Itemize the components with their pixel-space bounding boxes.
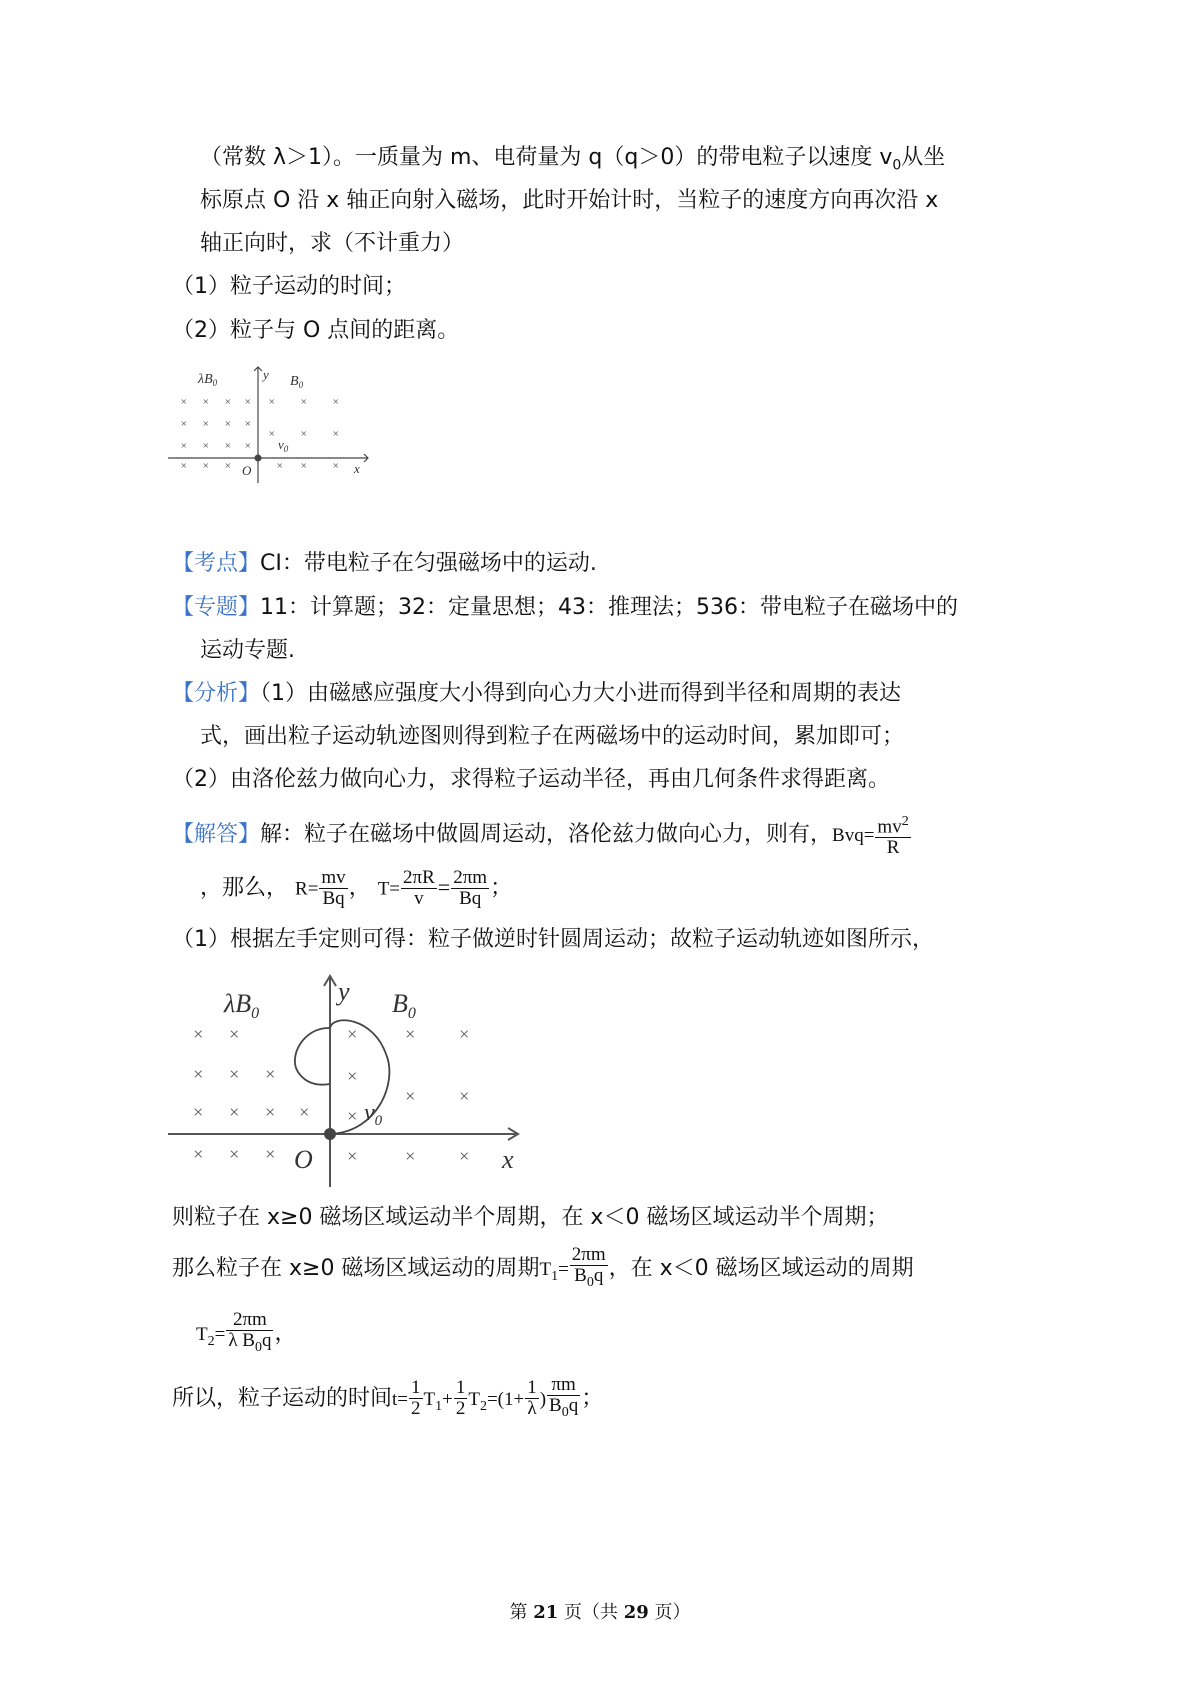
fraction [319, 868, 347, 909]
denominator: 2 [455, 1398, 466, 1420]
y-label: y [338, 977, 350, 1006]
numerator: 2πm [226, 1310, 273, 1331]
field-crosses [192, 1024, 470, 1166]
fraction [226, 1310, 273, 1358]
svg-text:×: × [180, 396, 188, 408]
subscript: 0 [254, 1339, 262, 1355]
trajectory-figure [168, 972, 538, 1192]
svg-text:×: × [346, 1106, 359, 1126]
svg-text:×: × [300, 460, 308, 472]
problem-line-1 [200, 143, 945, 180]
problem-line-3: 轴正向时，求（不计重力） [200, 231, 465, 256]
svg-text:×: × [228, 1144, 241, 1164]
fraction [401, 868, 437, 909]
formula-part: + [442, 1388, 453, 1410]
page-footer [0, 1598, 1200, 1624]
formula-part: T [468, 1388, 480, 1410]
punct: ， [348, 875, 371, 901]
fraction [570, 1245, 608, 1293]
numerator: 2πR [403, 867, 435, 888]
svg-text:×: × [264, 1064, 277, 1084]
denominator: 2 [411, 1398, 421, 1420]
denominator: R [886, 837, 900, 859]
svg-text:×: × [404, 1086, 417, 1106]
zhuanti-line-2: 运动专题. [200, 638, 295, 663]
subscript: 0 [892, 157, 902, 174]
numerator: 2πm [571, 1244, 606, 1265]
formula-part: T [196, 1323, 208, 1345]
punct: ； [581, 1385, 604, 1411]
svg-text:×: × [224, 440, 232, 452]
svg-text:×: × [192, 1024, 205, 1044]
svg-text:×: × [458, 1146, 471, 1166]
fraction [451, 868, 489, 909]
footer-text: 第 [509, 1602, 534, 1623]
v0-label: $v_0$ [364, 1100, 383, 1129]
svg-text:×: × [180, 460, 188, 472]
formula-part: B [549, 1395, 562, 1416]
denominator: Bq [459, 888, 482, 909]
jieda-text: 所以，粒子运动的时间 [172, 1385, 393, 1411]
svg-text:×: × [268, 428, 276, 440]
subscript: 2 [207, 1333, 215, 1349]
svg-text:×: × [346, 1146, 359, 1166]
jieda-text: 那么粒子在 x≥0 磁场区域运动的周期 [172, 1255, 540, 1281]
svg-text:×: × [224, 396, 232, 408]
numerator: 1 [411, 1377, 421, 1399]
jieda-text: ，那么， [200, 875, 289, 901]
kaodian-text: CI：带电粒子在匀强磁场中的运动. [260, 551, 597, 576]
punct: ； [490, 875, 513, 901]
origin-dot [255, 455, 262, 462]
subscript: 1 [551, 1268, 559, 1284]
numerator: 2πm [453, 867, 488, 888]
denominator: λ $B_0q$ [228, 1330, 272, 1355]
svg-text:×: × [192, 1064, 205, 1084]
svg-text:×: × [180, 418, 188, 430]
small-field-figure [168, 365, 378, 495]
denominator: v [414, 888, 424, 909]
fraction [547, 1375, 580, 1423]
numerator: πm [547, 1375, 580, 1396]
svg-text:×: × [404, 1024, 417, 1044]
svg-text:×: × [244, 440, 252, 452]
svg-text:×: × [224, 418, 232, 430]
denominator: λ [527, 1398, 537, 1420]
numerator: mv [321, 867, 346, 888]
formula-part: mv [877, 816, 902, 838]
numerator: 1 [455, 1377, 466, 1399]
question-2: （2）粒子与 O 点间的距离。 [172, 318, 460, 343]
svg-text:×: × [228, 1064, 241, 1084]
kaodian-tag: 【考点】 [172, 551, 261, 576]
fenxi-line-3: （2）由洛伦兹力做向心力，求得粒子运动半径，再由几何条件求得距离。 [172, 767, 890, 792]
kaodian-line [172, 549, 597, 579]
x-label: x [502, 1145, 514, 1174]
svg-text:×: × [228, 1102, 241, 1122]
svg-text:×: × [202, 418, 210, 430]
jieda-line-1 [172, 812, 912, 858]
footer-text: 页） [648, 1602, 691, 1623]
fraction [875, 812, 910, 858]
svg-text:×: × [202, 396, 210, 408]
denominator: $B_0q$ [549, 1395, 579, 1420]
svg-text:×: × [332, 396, 340, 408]
svg-text:×: × [192, 1144, 205, 1164]
formula-part: t= [392, 1388, 409, 1410]
formula-part [423, 1388, 453, 1414]
page-number: 21 [533, 1602, 559, 1623]
svg-text:×: × [300, 396, 308, 408]
b0-label: $B_0$ [290, 374, 304, 390]
jieda-tag: 【解答】 [172, 822, 261, 848]
lambda-b0-label: $\lambda B_0$ [198, 372, 218, 388]
svg-text:×: × [458, 1024, 471, 1044]
x-label: x [354, 461, 360, 476]
fraction [525, 1378, 539, 1419]
subscript: 1 [435, 1398, 443, 1414]
jieda-line-2 [200, 868, 512, 909]
jieda-text: 解：粒子在磁场中做圆周运动，洛伦兹力做向心力，则有， [260, 822, 833, 848]
jieda-step-1: （1）根据左手定则可得：粒子做逆时针圆周运动；故粒子运动轨迹如图所示， [172, 927, 934, 952]
formula-part: B [574, 1265, 587, 1286]
total-pages: 29 [623, 1602, 649, 1623]
formula-part: Bvq= [832, 825, 875, 847]
svg-text:×: × [276, 460, 284, 472]
svg-text:×: × [192, 1102, 205, 1122]
svg-text:×: × [300, 428, 308, 440]
svg-text:×: × [404, 1146, 417, 1166]
formula-part: R= [295, 878, 319, 900]
svg-text:×: × [244, 418, 252, 430]
svg-text:×: × [298, 1102, 311, 1122]
numerator: 1 [527, 1377, 537, 1399]
svg-text:×: × [332, 460, 340, 472]
formula-part: $T_2=(1+$ [468, 1388, 525, 1414]
fenxi-line-1 [172, 679, 901, 709]
formula-part: = [437, 874, 451, 900]
svg-text:×: × [264, 1102, 277, 1122]
v0-label: $v_0$ [278, 437, 289, 454]
y-label: y [263, 367, 269, 382]
lambda-b0-label: $\lambda B_0$ [224, 989, 260, 1022]
fenxi-line-2: 式，画出粒子运动轨迹图则得到粒子在两磁场中的运动时间，累加即可； [200, 724, 905, 749]
formula-part: T [539, 1258, 552, 1280]
svg-text:×: × [202, 460, 210, 472]
fraction [409, 1378, 423, 1419]
jieda-text: ，在 x＜0 磁场区域运动的周期 [608, 1255, 914, 1281]
formula-part: $T_1=$ [539, 1258, 569, 1284]
punct: ， [274, 1320, 297, 1346]
svg-text:×: × [458, 1086, 471, 1106]
svg-text:×: × [180, 440, 188, 452]
svg-text:×: × [264, 1144, 277, 1164]
problem-text: （常数 λ＞1）。一质量为 m、电荷量为 q（q＞0）的带电粒子以速度 v [200, 145, 893, 170]
origin-label: O [294, 1145, 313, 1174]
svg-text:×: × [346, 1024, 359, 1044]
denominator: $B_0q$ [574, 1265, 604, 1290]
svg-text:×: × [244, 396, 252, 408]
numerator [875, 812, 910, 838]
formula-part: T [423, 1388, 436, 1410]
footer-text: 页（共 [558, 1602, 624, 1623]
denominator: Bq [322, 888, 345, 909]
formula-part: $T_2=$ [196, 1323, 226, 1349]
svg-text:×: × [228, 1024, 241, 1044]
zhuanti-tag: 【专题】 [172, 595, 261, 620]
formula-part: T= [377, 878, 401, 900]
origin-dot [324, 1128, 336, 1140]
t2-line [196, 1310, 296, 1358]
svg-text:×: × [202, 440, 210, 452]
fenxi-tag: 【分析】 [172, 681, 261, 706]
problem-line-2: 标原点 O 沿 x 轴正向射入磁场，此时开始计时，当粒子的速度方向再次沿 x [200, 188, 939, 213]
svg-text:×: × [224, 460, 232, 472]
formula-part: (1+ [497, 1388, 525, 1410]
subscript: 0 [586, 1274, 594, 1290]
half-period-line: 则粒子在 x≥0 磁场区域运动半个周期，在 x＜0 磁场区域运动半个周期； [172, 1205, 889, 1230]
formula-part: λ B [228, 1330, 255, 1351]
question-1: （1）粒子运动的时间； [172, 274, 406, 299]
formula-part: ) [539, 1388, 547, 1410]
problem-text: 从坐 [901, 145, 946, 170]
fraction [454, 1378, 468, 1419]
zhuanti-line-1 [172, 593, 958, 623]
subscript: 0 [561, 1404, 569, 1420]
fenxi-text: （1）由磁感应强度大小得到向心力大小进而得到半径和周期的表达 [260, 681, 902, 706]
time-line [172, 1375, 603, 1423]
svg-text:×: × [332, 428, 340, 440]
superscript: 2 [901, 814, 909, 829]
zhuanti-text: 11：计算题；32：定量思想；43：推理法；536：带电粒子在磁场中的 [260, 595, 958, 620]
origin-label: O [242, 463, 252, 478]
svg-text:×: × [346, 1066, 359, 1086]
svg-text:×: × [268, 396, 276, 408]
subscript: 2 [479, 1398, 487, 1414]
b0-label: $B_0$ [392, 989, 416, 1022]
period-line [172, 1245, 914, 1293]
